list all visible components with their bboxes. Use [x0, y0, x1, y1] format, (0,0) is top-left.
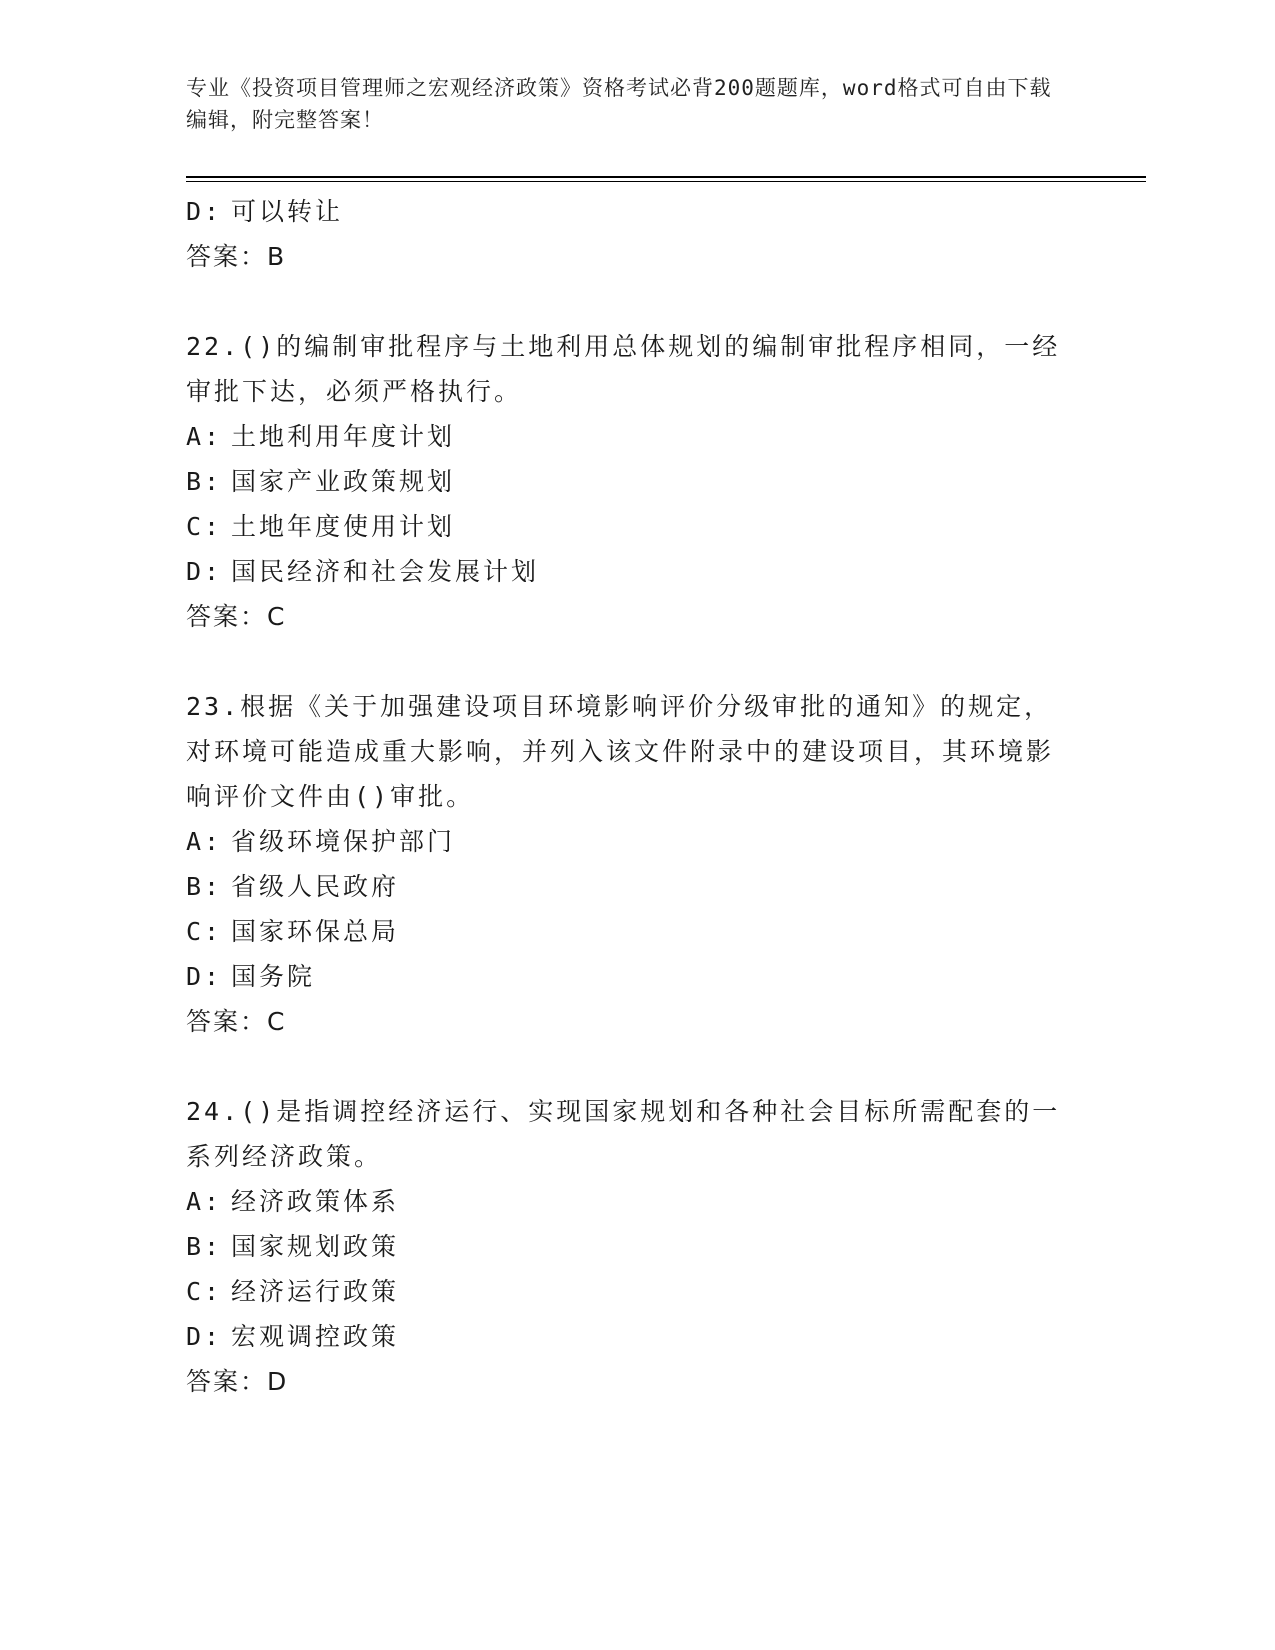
- option-text: 省级人民政府: [231, 872, 400, 901]
- question-23-option-a: [186, 819, 1086, 864]
- spacer: [186, 639, 1086, 684]
- question-22-option-d: [186, 549, 1086, 594]
- prev-answer: 答案：B: [186, 242, 287, 271]
- question-list: [186, 189, 1086, 1404]
- option-letter: B:: [186, 872, 223, 901]
- option-letter: D:: [186, 197, 223, 226]
- question-23-answer: 答案：C: [186, 1007, 287, 1036]
- option-letter: A:: [186, 422, 223, 451]
- option-letter: A:: [186, 827, 223, 856]
- header-divider-thin: [186, 181, 1146, 182]
- question-24-stem: 24.()是指调控经济运行、实现国家规划和各种社会目标所需配套的一系列经济政策。: [186, 1097, 1061, 1171]
- prev-option-d: [186, 189, 1086, 234]
- question-23-option-b: [186, 864, 1086, 909]
- option-text: 国家产业政策规划: [231, 467, 456, 496]
- option-letter: C:: [186, 512, 223, 541]
- option-text: 国家规划政策: [231, 1232, 400, 1261]
- question-22-answer: 答案：C: [186, 602, 287, 631]
- question-22-option-c: [186, 504, 1086, 549]
- option-text: 土地利用年度计划: [231, 422, 456, 451]
- question-24-option-c: [186, 1269, 1086, 1314]
- option-text: 土地年度使用计划: [231, 512, 456, 541]
- option-letter: D:: [186, 557, 223, 586]
- spacer: [186, 279, 1086, 324]
- option-letter: D:: [186, 1322, 223, 1351]
- option-text: 国民经济和社会发展计划: [231, 557, 540, 586]
- question-24-answer: 答案：D: [186, 1367, 289, 1396]
- option-letter: C:: [186, 917, 223, 946]
- question-22-option-a: [186, 414, 1086, 459]
- option-letter: C:: [186, 1277, 223, 1306]
- option-letter: D:: [186, 962, 223, 991]
- option-text: 可以转让: [231, 197, 344, 226]
- option-letter: A:: [186, 1187, 223, 1216]
- question-23-stem: 23.根据《关于加强建设项目环境影响评价分级审批的通知》的规定，对环境可能造成重大影响，并列入该文件附录中的建设项目，其环境影响评价文件由()审批。: [186, 692, 1055, 811]
- option-letter: B:: [186, 1232, 223, 1261]
- option-text: 宏观调控政策: [231, 1322, 400, 1351]
- option-text: 省级环境保护部门: [231, 827, 456, 856]
- question-22-option-b: [186, 459, 1086, 504]
- question-23-option-d: [186, 954, 1086, 999]
- header-divider-thick: [186, 176, 1146, 178]
- option-text: 经济政策体系: [231, 1187, 400, 1216]
- question-22-stem: 22.()的编制审批程序与土地利用总体规划的编制审批程序相同，一经审批下达，必须严格执行。: [186, 332, 1061, 406]
- page-header: 专业《投资项目管理师之宏观经济政策》资格考试必背200题题库，word格式可自由下载编辑，附完整答案！: [186, 76, 1052, 132]
- option-text: 国务院: [231, 962, 316, 991]
- question-24-option-a: [186, 1179, 1086, 1224]
- option-text: 国家环保总局: [231, 917, 400, 946]
- option-text: 经济运行政策: [231, 1277, 400, 1306]
- question-24-option-b: [186, 1224, 1086, 1269]
- spacer: [186, 1044, 1086, 1089]
- question-23-option-c: [186, 909, 1086, 954]
- question-24-option-d: [186, 1314, 1086, 1359]
- option-letter: B:: [186, 467, 223, 496]
